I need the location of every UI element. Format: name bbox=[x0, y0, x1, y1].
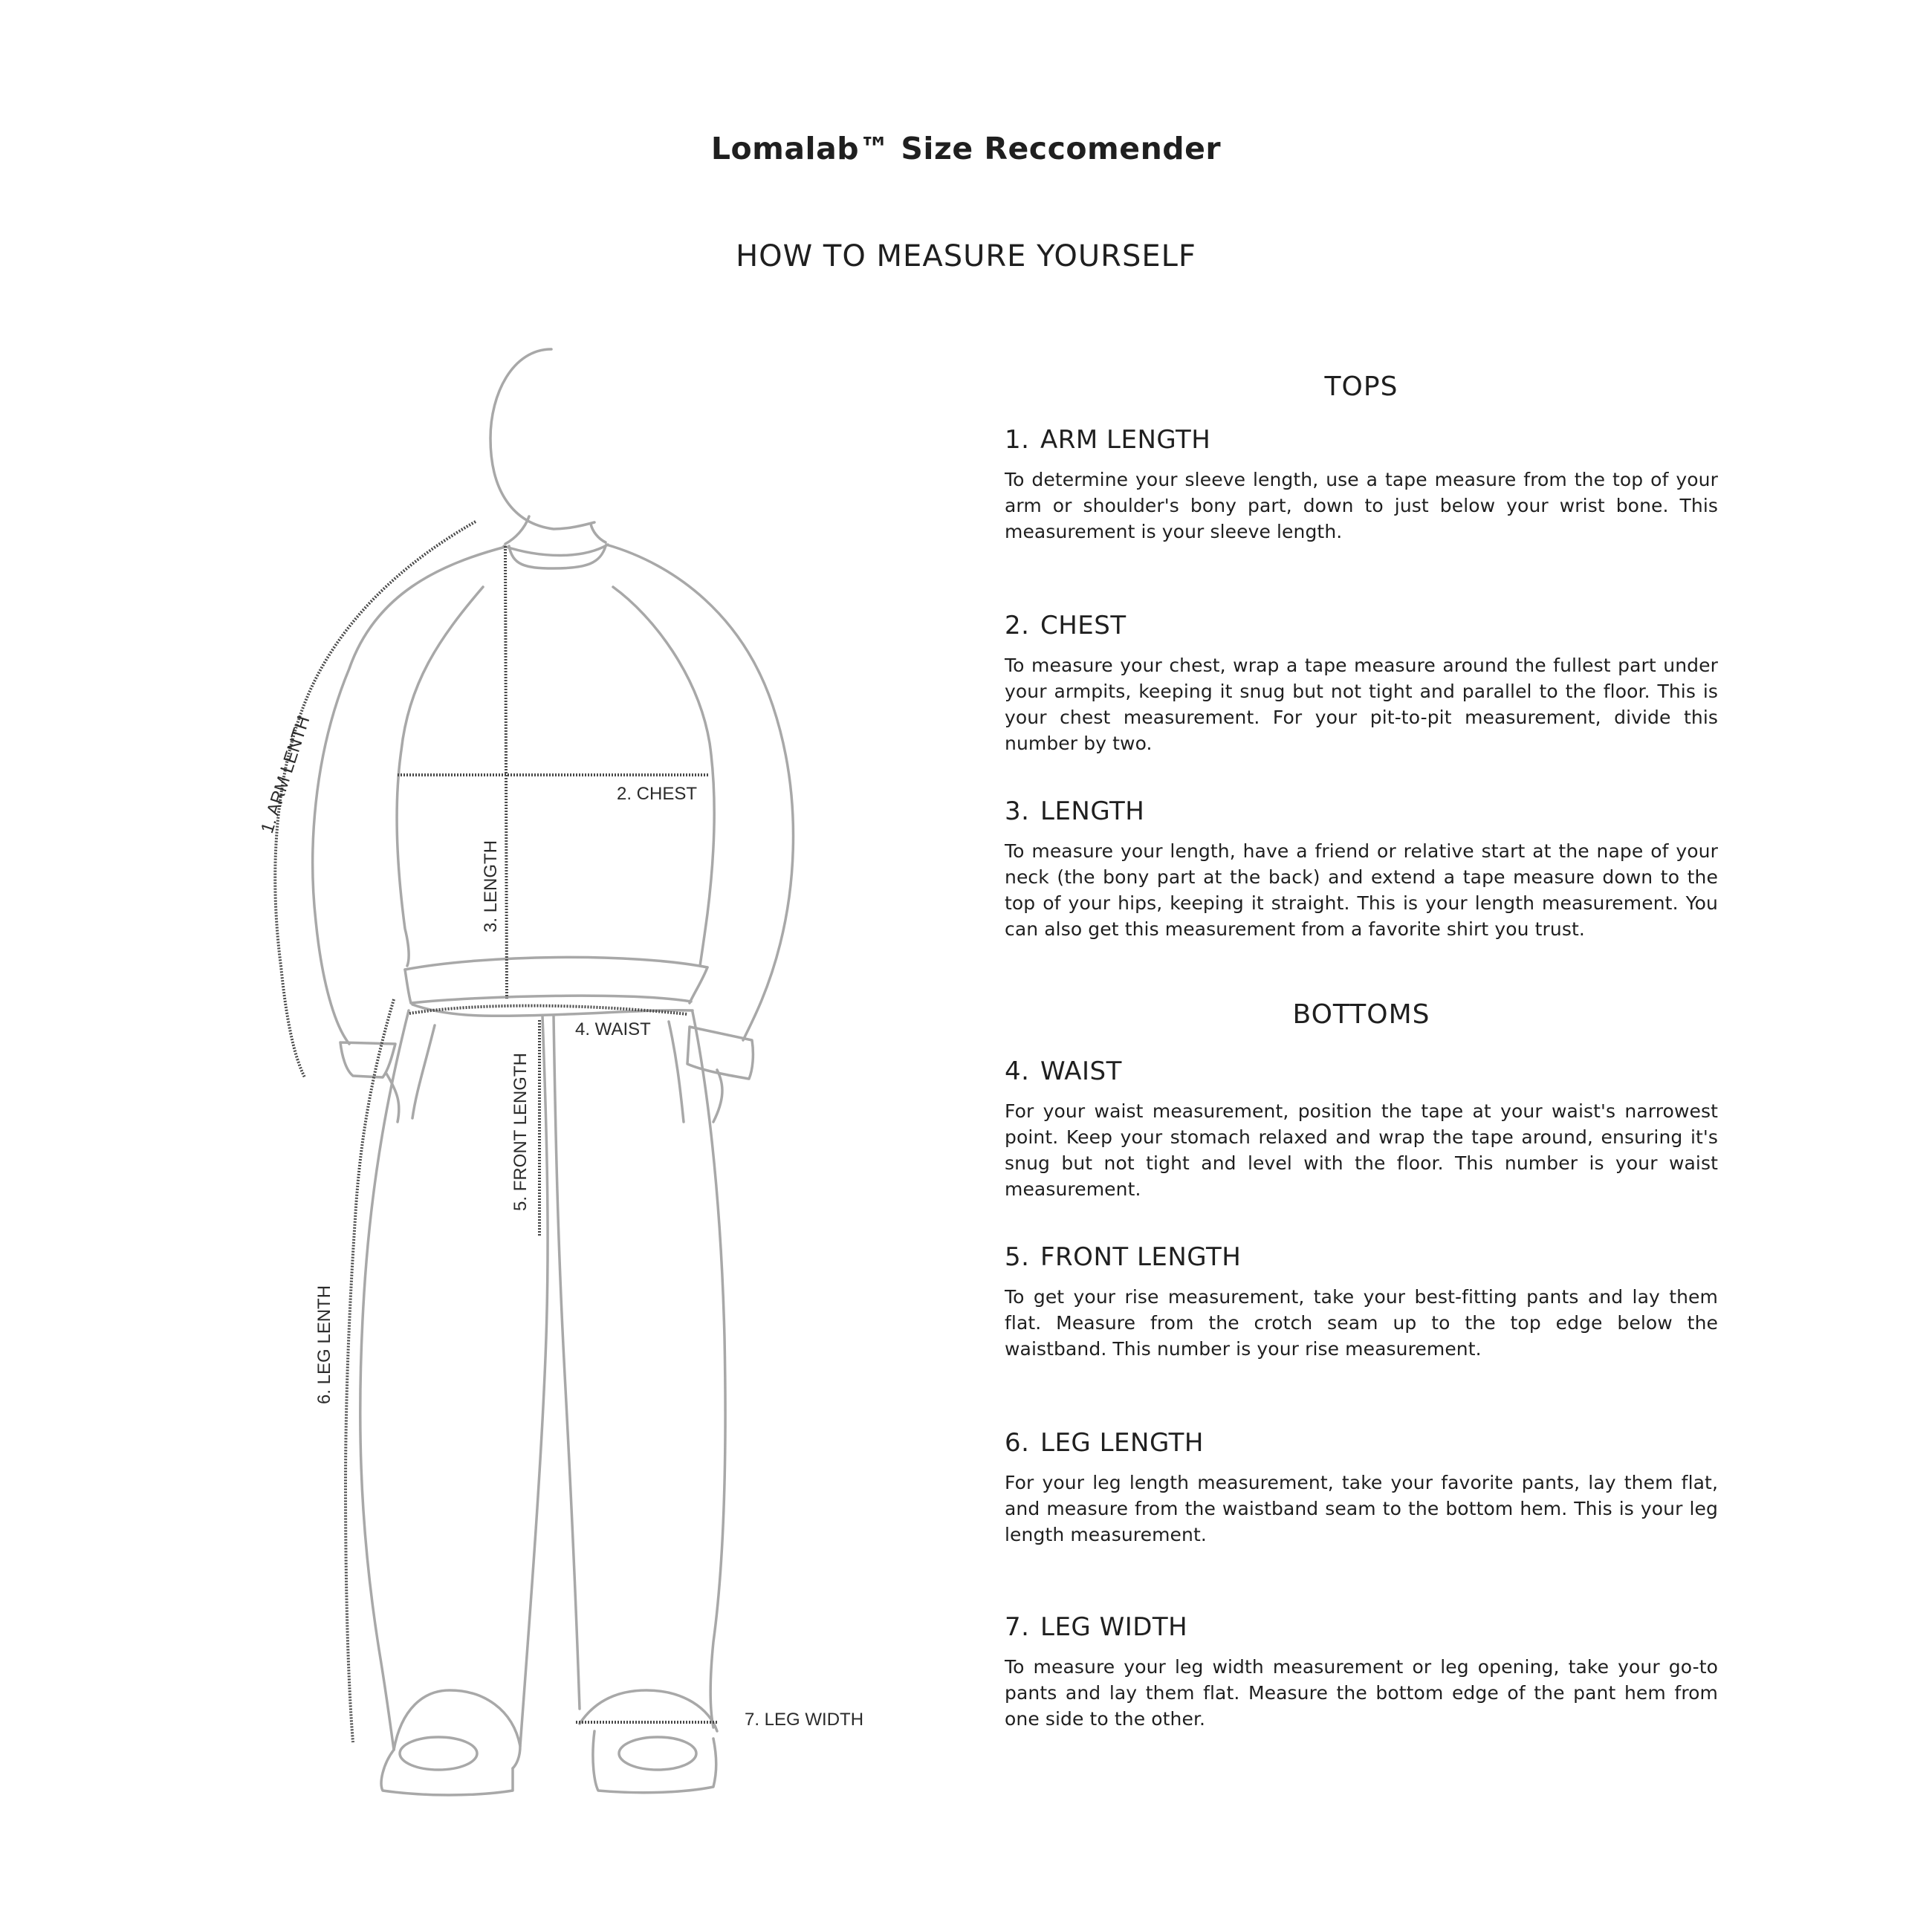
right-shoe-sole bbox=[619, 1737, 696, 1770]
item-number: 6. bbox=[1005, 1428, 1030, 1458]
label-arm-length: 1. ARM LENTH bbox=[257, 713, 314, 836]
left-pant-hem bbox=[394, 1690, 520, 1768]
page-title: Lomalab™ Size Reccomender bbox=[710, 131, 1222, 166]
item-title: WAIST bbox=[1040, 1057, 1122, 1086]
instruction-chest bbox=[1005, 611, 1718, 756]
neck-outline-right bbox=[591, 524, 606, 542]
left-shoe-sole bbox=[400, 1737, 477, 1770]
right-hand bbox=[713, 1070, 722, 1122]
label-leg-width: 7. LEG WIDTH bbox=[745, 1710, 864, 1730]
label-leg-length: 6. LEG LENTH bbox=[314, 1285, 334, 1404]
item-description: For your leg length measurement, take your favorite pants, lay them flat, and measure from the waistband seam to the bottom hem. This is your leg length measurement. bbox=[1005, 1472, 1718, 1545]
pants-pocket-left bbox=[412, 1025, 435, 1118]
label-waist: 4. WAIST bbox=[575, 1019, 651, 1039]
instruction-front-length bbox=[1005, 1242, 1718, 1362]
item-title: CHEST bbox=[1040, 611, 1127, 640]
pants-right-outer bbox=[693, 1012, 725, 1727]
pants-left-outer bbox=[360, 1010, 409, 1750]
item-description: For your waist measurement, position the tape at your waist's narrowest point. Keep your stomach relaxed and wrap the tape around, ensuring it's snug but not tight and level with the floor. This number is your waist measurement. bbox=[1005, 1100, 1718, 1200]
item-title: ARM LENGTH bbox=[1040, 425, 1211, 455]
label-front-length: 5. FRONT LENGTH bbox=[510, 1053, 531, 1211]
arm-length-line bbox=[275, 522, 476, 1077]
item-title: LEG LENGTH bbox=[1040, 1428, 1204, 1458]
instruction-length bbox=[1005, 796, 1718, 942]
item-description: To get your rise measurement, take your best-fitting pants and lay them flat. Measure from the crotch seam up to the top edge below the waistband. This number is your rise measurement. bbox=[1005, 1286, 1718, 1360]
collar-band bbox=[509, 546, 606, 568]
item-description: To measure your length, have a friend or relative start at the nape of your neck (the bony part at the back) and extend a tape measure down to the top of your hips, keeping it straight. This is your length measurement. You can also get this measurement from a favorite shirt you trust. bbox=[1005, 840, 1718, 940]
sweater-hem-bottom bbox=[411, 996, 691, 1003]
instruction-waist bbox=[1005, 1057, 1718, 1202]
item-title: LENGTH bbox=[1040, 796, 1145, 826]
pants-pocket-right bbox=[669, 1022, 684, 1122]
label-length: 3. LENGTH bbox=[481, 840, 501, 932]
item-number: 4. bbox=[1005, 1057, 1030, 1086]
bottoms-heading: BOTTOMS bbox=[1292, 999, 1430, 1030]
item-description: To determine your sleeve length, use a tape measure from the top of your arm or shoulder's bony part, down to just below your wrist bone. This measurement is your sleeve length. bbox=[1005, 469, 1718, 542]
item-number: 2. bbox=[1005, 611, 1030, 640]
item-title: FRONT LENGTH bbox=[1040, 1242, 1242, 1272]
length-line bbox=[505, 546, 507, 999]
item-number: 1. bbox=[1005, 425, 1030, 455]
item-description: To measure your chest, wrap a tape measure around the fullest part under your armpits, keeping it snug but not tight and parallel to the floor. This is your chest measurement. For your pit-to-pit measurement, divide this number by two. bbox=[1005, 655, 1718, 754]
instruction-arm-length bbox=[1005, 425, 1718, 545]
right-shoe bbox=[593, 1731, 716, 1793]
collar-outline bbox=[504, 545, 608, 556]
right-pant-hem bbox=[580, 1690, 717, 1731]
left-cuff bbox=[340, 1042, 395, 1077]
instruction-leg-length bbox=[1005, 1428, 1718, 1548]
instruction-leg-width bbox=[1005, 1612, 1718, 1732]
figure-illustration bbox=[223, 327, 892, 1813]
sweater-hem-left bbox=[405, 970, 411, 1003]
measurement-figure bbox=[223, 327, 892, 1813]
sweater-hem-right bbox=[690, 967, 707, 1003]
item-number: 5. bbox=[1005, 1242, 1030, 1272]
pants-inseam-right bbox=[554, 1016, 580, 1709]
label-chest: 2. CHEST bbox=[617, 784, 698, 804]
head-outline bbox=[490, 349, 594, 529]
item-number: 3. bbox=[1005, 796, 1030, 826]
page-subtitle: HOW TO MEASURE YOURSELF bbox=[736, 239, 1196, 273]
sweater-hem-top bbox=[405, 957, 707, 970]
item-number: 7. bbox=[1005, 1612, 1030, 1642]
tops-heading: TOPS bbox=[1324, 371, 1398, 402]
item-description: To measure your leg width measurement or leg opening, take your go-to pants and lay them flat. Measure the bottom edge of the pant hem from one side to the other. bbox=[1005, 1656, 1718, 1730]
item-title: LEG WIDTH bbox=[1040, 1612, 1188, 1642]
